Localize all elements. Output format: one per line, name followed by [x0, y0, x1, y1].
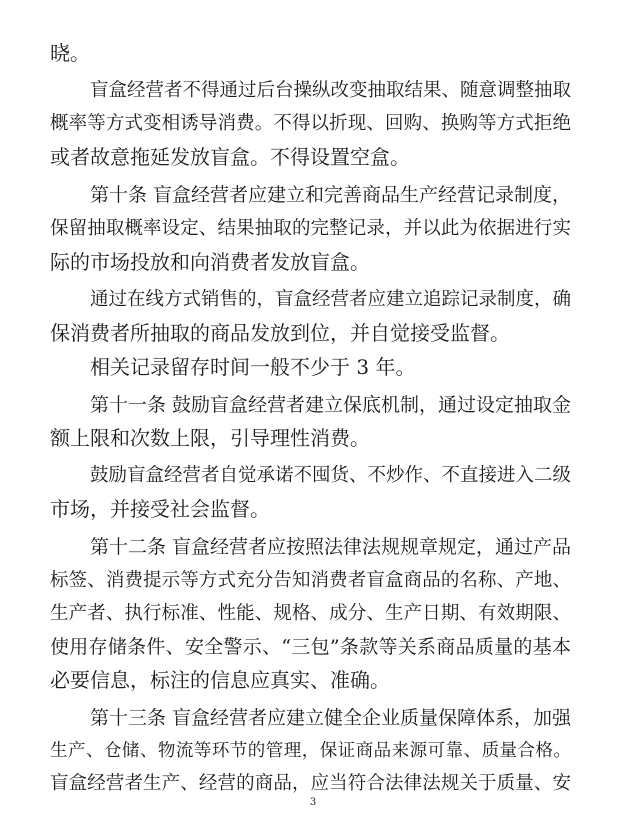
text-line — [50, 599, 571, 629]
text-line-content: 使用存储条件、安全警示、“三包”条款等关系商品质量的基本 — [50, 636, 571, 658]
text-line-content: 盲盒经营者不得通过后台操纵改变抽取结果、随意调整抽取 — [90, 80, 572, 101]
text-line — [50, 736, 571, 766]
text-line — [90, 76, 571, 106]
text-line-content: 鼓励盲盒经营者自觉承诺不囤货、不炒作、不直接进入二级 — [90, 465, 572, 486]
text-line-content: 或者故意拖延发放盲盒。不得设置空盒。 — [50, 145, 410, 169]
text-line-content: 第十二条 盲盒经营者应按照法律法规规章规定，通过产品 — [90, 536, 572, 558]
text-line — [50, 665, 571, 695]
text-line-content: 保消费者所抽取的商品发放到位，并自觉接受监督。 — [50, 321, 510, 345]
text-line-content: 生产者、执行标准、性能、规格、成分、生产日期、有效期限、 — [50, 603, 571, 624]
text-line — [90, 285, 571, 315]
page-number: 3 — [309, 797, 317, 808]
text-line — [90, 461, 571, 491]
text-line-content: 第十一条 鼓励盲盒经营者建立保底机制，通过设定抽取金 — [90, 394, 572, 416]
text-line — [50, 769, 571, 799]
text-line — [90, 703, 571, 733]
text-line — [50, 142, 571, 172]
text-line — [50, 38, 571, 68]
text-line-content: 第十三条 盲盒经营者应建立健全企业质量保障体系，加强 — [90, 707, 572, 729]
text-line — [50, 214, 571, 244]
text-line-content: 标签、消费提示等方式充分告知消费者盲盒商品的名称、产地、 — [50, 570, 571, 591]
text-line-content: 通过在线方式销售的，盲盒经营者应建立追踪记录制度，确 — [90, 289, 572, 310]
text-line — [50, 247, 571, 277]
text-line-content: 第十条 盲盒经营者应建立和完善商品生产经营记录制度， — [90, 184, 572, 206]
text-line — [50, 632, 571, 662]
text-line-content: 生产、仓储、物流等环节的管理，保证商品来源可靠、质量合格。 — [50, 741, 571, 761]
text-line — [50, 494, 571, 524]
text-line — [90, 532, 571, 562]
text-line-content: 际的市场投放和向消费者发放盲盒。 — [50, 250, 370, 274]
text-line — [50, 566, 571, 596]
text-line-content: 盲盒经营者生产、经营的商品，应当符合法律法规关于质量、安 — [50, 773, 571, 794]
text-line-content: 额上限和次数上限，引导理性消费。 — [50, 426, 370, 450]
text-line-content: 保留抽取概率设定、结果抽取的完整记录，并以此为依据进行实 — [50, 218, 571, 239]
text-line — [90, 390, 571, 420]
text-line — [50, 109, 571, 139]
text-line-content: 晓。 — [50, 41, 90, 65]
text-line — [90, 352, 571, 382]
text-line-content: 概率等方式变相诱导消费。不得以折现、回购、换购等方式拒绝 — [50, 113, 571, 134]
text-line — [50, 318, 571, 348]
text-line — [90, 180, 571, 210]
text-line-content: 相关记录留存时间一般不少于 3 年。 — [90, 355, 416, 379]
text-line-content: 必要信息，标注的信息应真实、准确。 — [50, 668, 390, 692]
text-line — [50, 423, 571, 453]
text-line-content: 市场，并接受社会监督。 — [50, 497, 270, 521]
